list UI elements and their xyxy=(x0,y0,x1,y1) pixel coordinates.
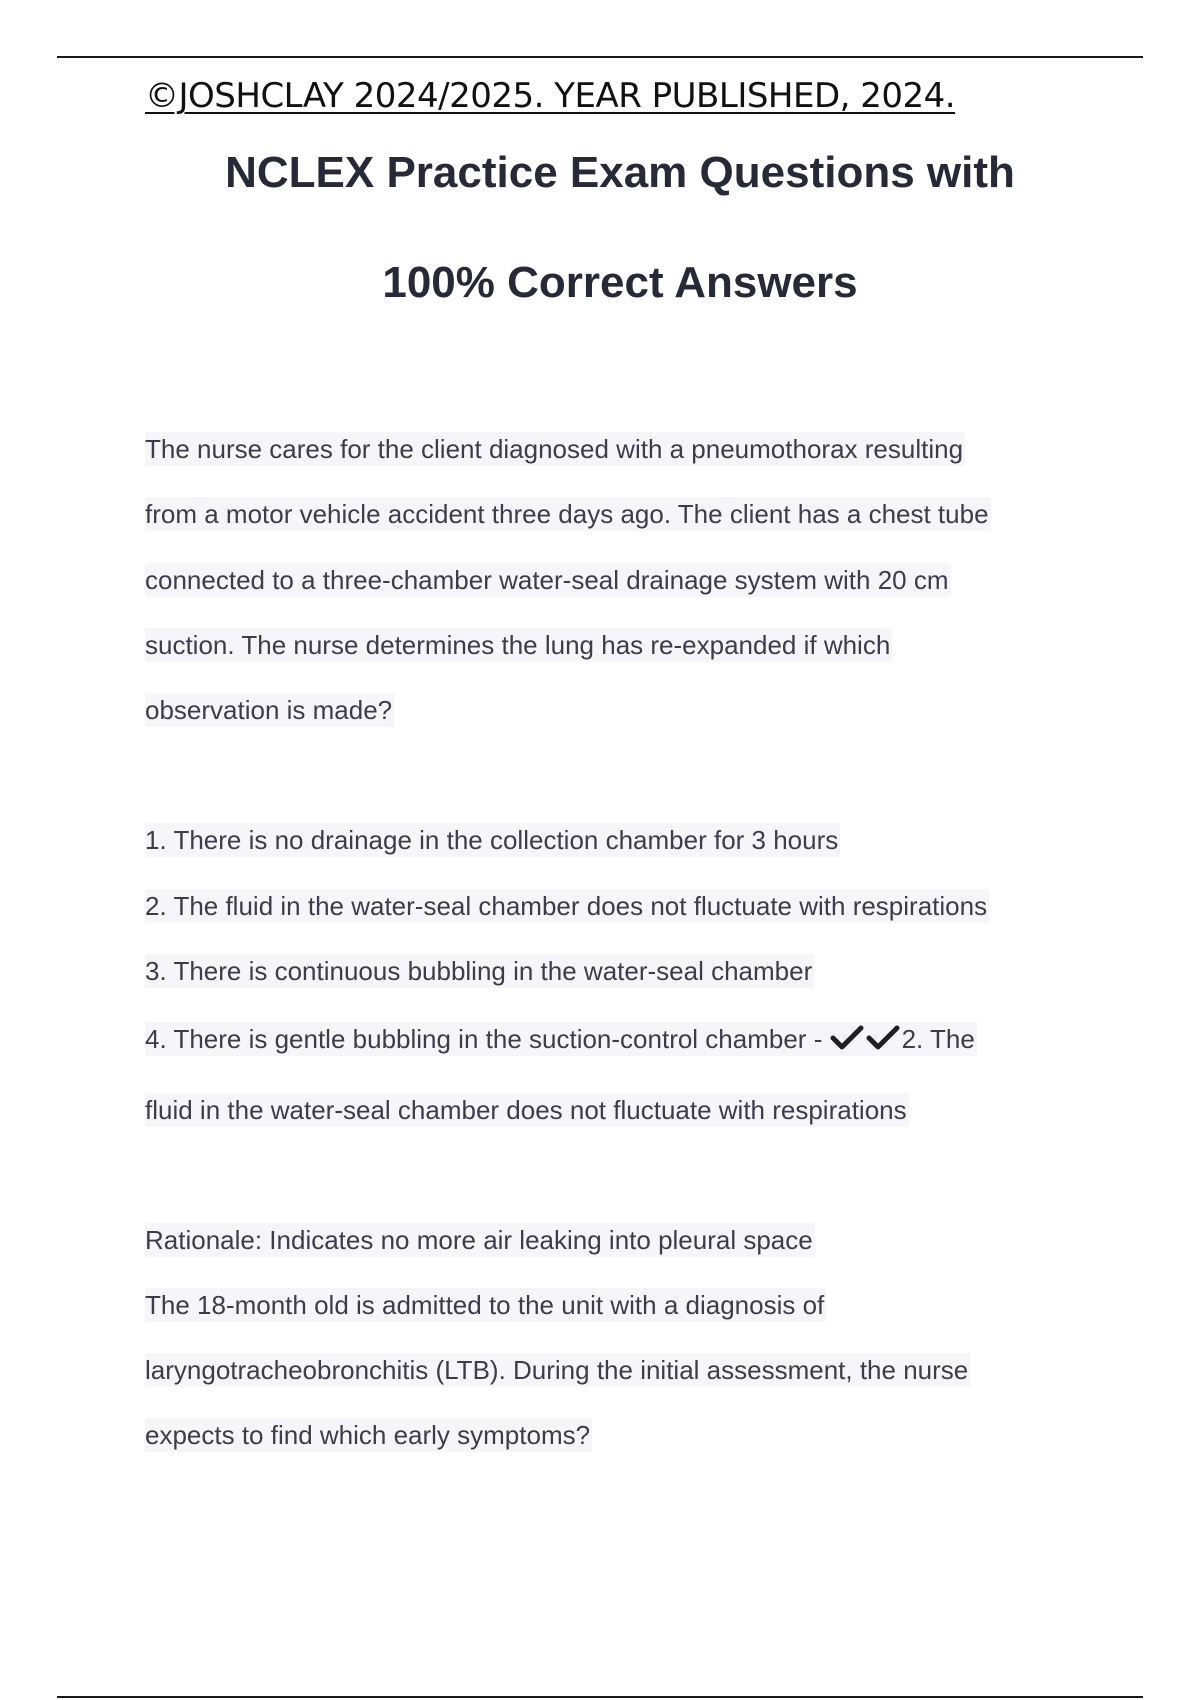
question-1-stem-line: from a motor vehicle accident three days ago. The client has a chest tube xyxy=(145,499,989,529)
answer-option-4 xyxy=(145,1022,977,1056)
question-2-stem-line: laryngotracheobronchitis (LTB). During the initial assessment, the nurse xyxy=(145,1355,969,1385)
question-1-stem-line: suction. The nurse determines the lung has re-expanded if which xyxy=(145,630,891,660)
check-icon xyxy=(866,1025,900,1051)
answer-option-1: 1. There is no drainage in the collection chamber for 3 hours xyxy=(145,825,839,855)
answer-option-3: 3. There is continuous bubbling in the water-seal chamber xyxy=(145,956,813,986)
question-2-stem-line: expects to find which early symptoms? xyxy=(145,1420,591,1450)
check-icon xyxy=(830,1025,864,1051)
question-1-stem-line: connected to a three-chamber water-seal drainage system with 20 cm xyxy=(145,565,949,595)
document-title-line-1: NCLEX Practice Exam Questions with xyxy=(225,148,1015,197)
answer-option-2: 2. The fluid in the water-seal chamber does not fluctuate with respirations xyxy=(145,891,988,921)
rationale-text: Rationale: Indicates no more air leaking into pleural space xyxy=(145,1225,813,1255)
bottom-rule xyxy=(57,1696,1143,1698)
correct-answer-continued: fluid in the water-seal chamber does not fluctuate with respirations xyxy=(145,1095,907,1125)
correct-answer-start: 2. The xyxy=(901,1024,975,1054)
question-1-stem-line: observation is made? xyxy=(145,695,393,725)
document-title-line-2: 100% Correct Answers xyxy=(382,258,858,307)
question-2-stem-line: The 18-month old is admitted to the unit with a diagnosis of xyxy=(145,1290,825,1320)
answer-option-4-text: 4. There is gentle bubbling in the suction-control chamber - xyxy=(145,1024,830,1054)
top-rule xyxy=(57,56,1143,58)
copyright-header: ©JOSHCLAY 2024/2025. YEAR PUBLISHED, 2024. xyxy=(145,76,956,116)
question-1-stem-line: The nurse cares for the client diagnosed with a pneumothorax resulting xyxy=(145,434,964,464)
